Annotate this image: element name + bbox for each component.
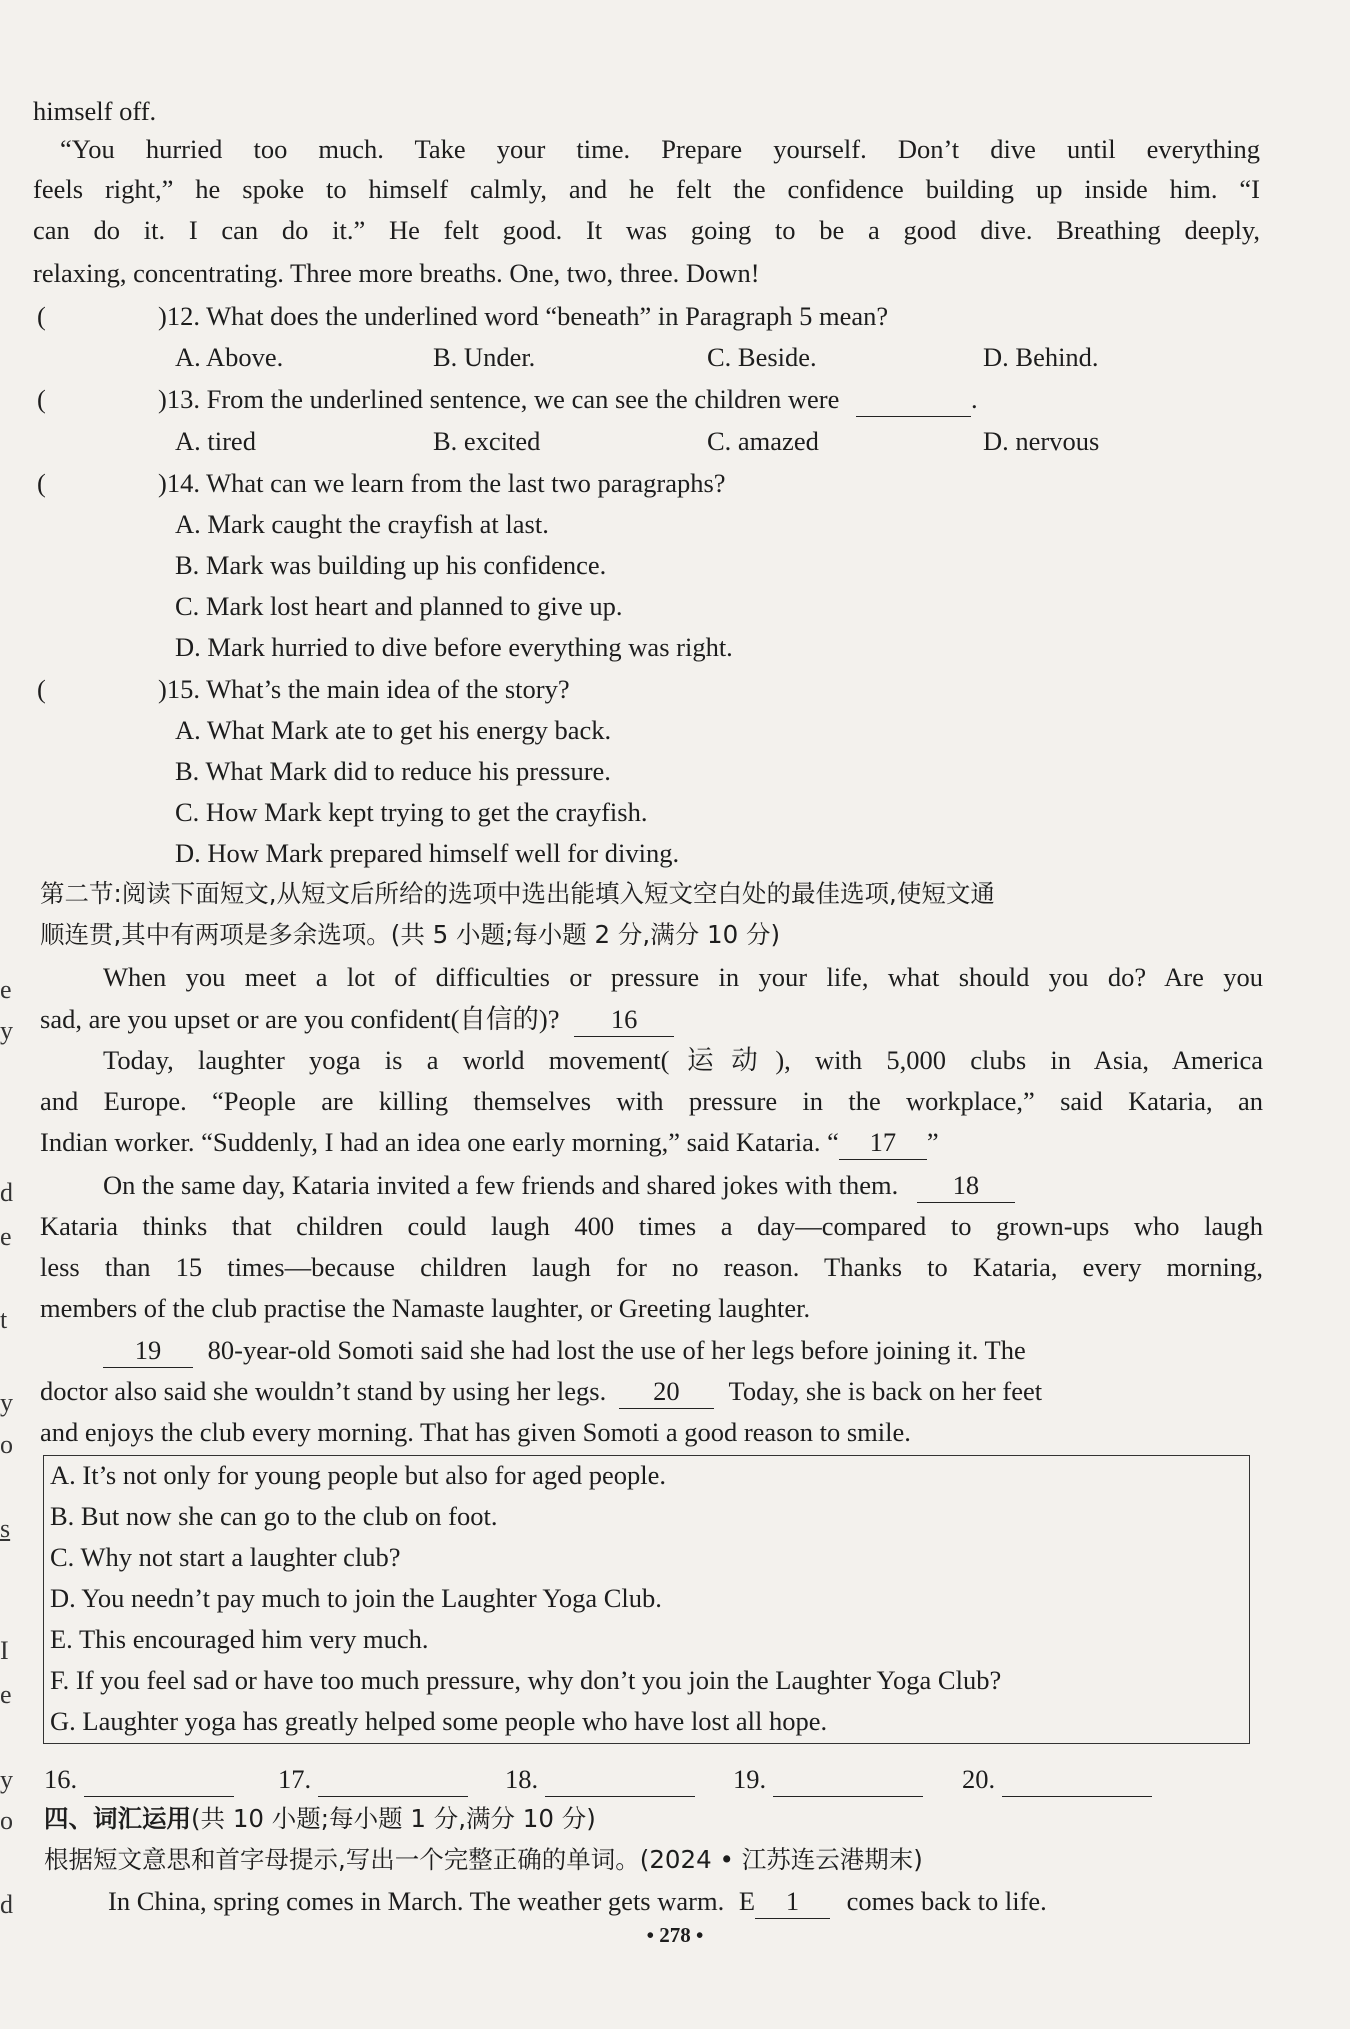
edge-letter: d [0,1178,13,1207]
passage-line: and Europe. “People are killing themselves with pressure in the workplace,” said Kataria, an [40,1086,1263,1116]
answer-row-item [733,1762,923,1797]
answer-row-item [962,1762,1152,1797]
passage-line: relaxing, concentrating. Three more breaths. One, two, three. Down! [33,258,760,288]
edge-letter: y [0,1388,13,1417]
answer-label: 17. [278,1764,312,1794]
answer-line[interactable] [545,1762,695,1797]
answer-line[interactable] [773,1762,923,1797]
passage-text: sad, are you upset or are you confident(自信的)? [40,1004,560,1034]
option: C. Mark lost heart and planned to give up. [175,591,623,621]
passage-text: Today, she is back on her feet [728,1376,1043,1406]
answer-blank[interactable] [856,382,971,417]
question-stem-end: . [971,384,978,414]
passage-text: ” [926,1127,939,1157]
answer-blank-20[interactable]: 20 [619,1374,714,1409]
passage-text: doctor also said she wouldn’t stand by using her legs. [40,1376,607,1406]
answer-label: 16. [44,1764,78,1794]
section-instruction: 顺连贯,其中有两项是多余选项。(共 5 小题;每小题 2 分,满分 10 分) [40,920,781,949]
answer-paren[interactable]: ( [37,468,46,498]
question-stem [158,382,978,417]
choice-item: G. Laughter yoga has greatly helped some people who have lost all hope. [50,1706,828,1736]
passage-line [40,1125,939,1160]
option: D. How Mark prepared himself well for diving. [175,838,680,868]
passage-line [103,1168,1015,1203]
option: B. excited [433,426,541,456]
answer-row-item [44,1762,234,1797]
passage-line: and enjoys the club every morning. That has given Somoti a good reason to smile. [40,1417,911,1447]
passage-line: less than 15 times—because children laugh for no reason. Thanks to Kataria, every morning, [40,1252,1263,1282]
passage-text: comes back to life. [846,1886,1047,1916]
initial-hint: E [738,1886,756,1916]
option: A. tired [175,426,256,456]
edge-letter: y [0,1016,13,1045]
passage-text: In China, spring comes in March. The weather gets warm. [108,1886,725,1916]
answer-row-item [505,1762,695,1797]
question-stem: )15. What’s the main idea of the story? [158,674,570,704]
answer-line[interactable] [1002,1762,1152,1797]
choice-item: D. You needn’t pay much to join the Laughter Yoga Club. [50,1583,662,1613]
answer-line[interactable] [318,1762,468,1797]
section-heading [44,1802,596,1836]
section-title: 四、词汇运用 [44,1804,191,1833]
answer-paren[interactable]: ( [37,674,46,704]
passage-line: Today, laughter yoga is a world movement(运动), with 5,000 clubs in Asia, America [103,1045,1263,1075]
answer-row-item [278,1762,468,1797]
section-score: (共 10 小题;每小题 1 分,满分 10 分) [191,1804,596,1833]
passage-text: On the same day, Kataria invited a few friends and shared jokes with them. [103,1170,899,1200]
answer-label: 19. [733,1764,767,1794]
option: A. Mark caught the crayfish at last. [175,509,549,539]
section-instruction: 第二节:阅读下面短文,从短文后所给的选项中选出能填入短文空白处的最佳选项,使短文通 [40,879,995,908]
passage-line: feels right,” he spoke to himself calmly, and he felt the confidence building up inside him. “I [33,174,1260,204]
option: D. Mark hurried to dive before everything was right. [175,632,733,662]
choice-item: B. But now she can go to the club on foot. [50,1501,498,1531]
passage-line: Kataria thinks that children could laugh 400 times a day—compared to grown-ups who laugh [40,1211,1263,1241]
edge-letter: I [0,1636,9,1665]
edge-letter: o [0,1806,13,1835]
option: C. amazed [707,426,819,456]
choice-item: F. If you feel sad or have too much pressure, why don’t you join the Laughter Yoga Club? [50,1665,1002,1695]
choice-item: E. This encouraged him very much. [50,1624,429,1654]
answer-label: 18. [505,1764,539,1794]
options-box [43,1455,1250,1744]
section-instruction: 根据短文意思和首字母提示,写出一个完整正确的单词。(2024 • 江苏连云港期末) [44,1845,923,1874]
option: B. Under. [433,342,536,372]
page-number: • 278 • [646,1923,704,1947]
answer-blank-18[interactable]: 18 [917,1168,1015,1203]
choice-item: A. It’s not only for young people but also for aged people. [50,1460,666,1490]
option: A. What Mark ate to get his energy back. [175,715,612,745]
passage-line: “You hurried too much. Take your time. Prepare yourself. Don’t dive until everything [60,134,1260,164]
passage-line: himself off. [33,96,157,126]
passage-line [108,1884,1047,1919]
answer-line[interactable] [84,1762,234,1797]
passage-line: members of the club practise the Namaste laughter, or Greeting laughter. [40,1293,811,1323]
passage-line: When you meet a lot of difficulties or pressure in your life, what should you do? Are you [103,962,1263,992]
passage-line [40,1002,674,1037]
answer-paren[interactable]: ( [37,301,46,331]
edge-letter: o [0,1430,13,1459]
passage-line: can do it. I can do it.” He felt good. It was going to be a good dive. Breathing deeply, [33,215,1260,245]
edge-letter: t [0,1305,8,1334]
option: C. Beside. [707,342,817,372]
passage-line [40,1374,1042,1409]
edge-letter: e [0,1222,12,1251]
passage-text: Indian worker. “Suddenly, I had an idea one early morning,” said Kataria. “ [40,1127,839,1157]
edge-letter: y [0,1765,13,1794]
option: A. Above. [175,342,284,372]
answer-label: 20. [962,1764,996,1794]
answer-blank-19[interactable]: 19 [103,1333,193,1368]
choice-item: C. Why not start a laughter club? [50,1542,401,1572]
question-stem: )12. What does the underlined word “beneath” in Paragraph 5 mean? [158,301,889,331]
answer-blank-16[interactable]: 16 [574,1002,674,1037]
option: D. Behind. [983,342,1099,372]
passage-text: 80-year-old Somoti said she had lost the use of her legs before joining it. The [207,1335,1026,1365]
edge-letter: s [0,1514,11,1543]
answer-blank-1[interactable]: 1 [755,1884,830,1919]
answer-paren[interactable]: ( [37,384,46,414]
question-stem: )14. What can we learn from the last two paragraphs? [158,468,726,498]
answer-blank-17[interactable]: 17 [839,1125,927,1160]
option: C. How Mark kept trying to get the crayfish. [175,797,648,827]
option: D. nervous [983,426,1100,456]
edge-letter: e [0,1680,12,1709]
edge-letter: e [0,975,12,1004]
passage-line [103,1333,1026,1368]
question-stem-text: )13. From the underlined sentence, we can see the children were [158,384,840,414]
edge-letter: d [0,1890,13,1919]
option: B. What Mark did to reduce his pressure. [175,756,611,786]
option: B. Mark was building up his confidence. [175,550,607,580]
